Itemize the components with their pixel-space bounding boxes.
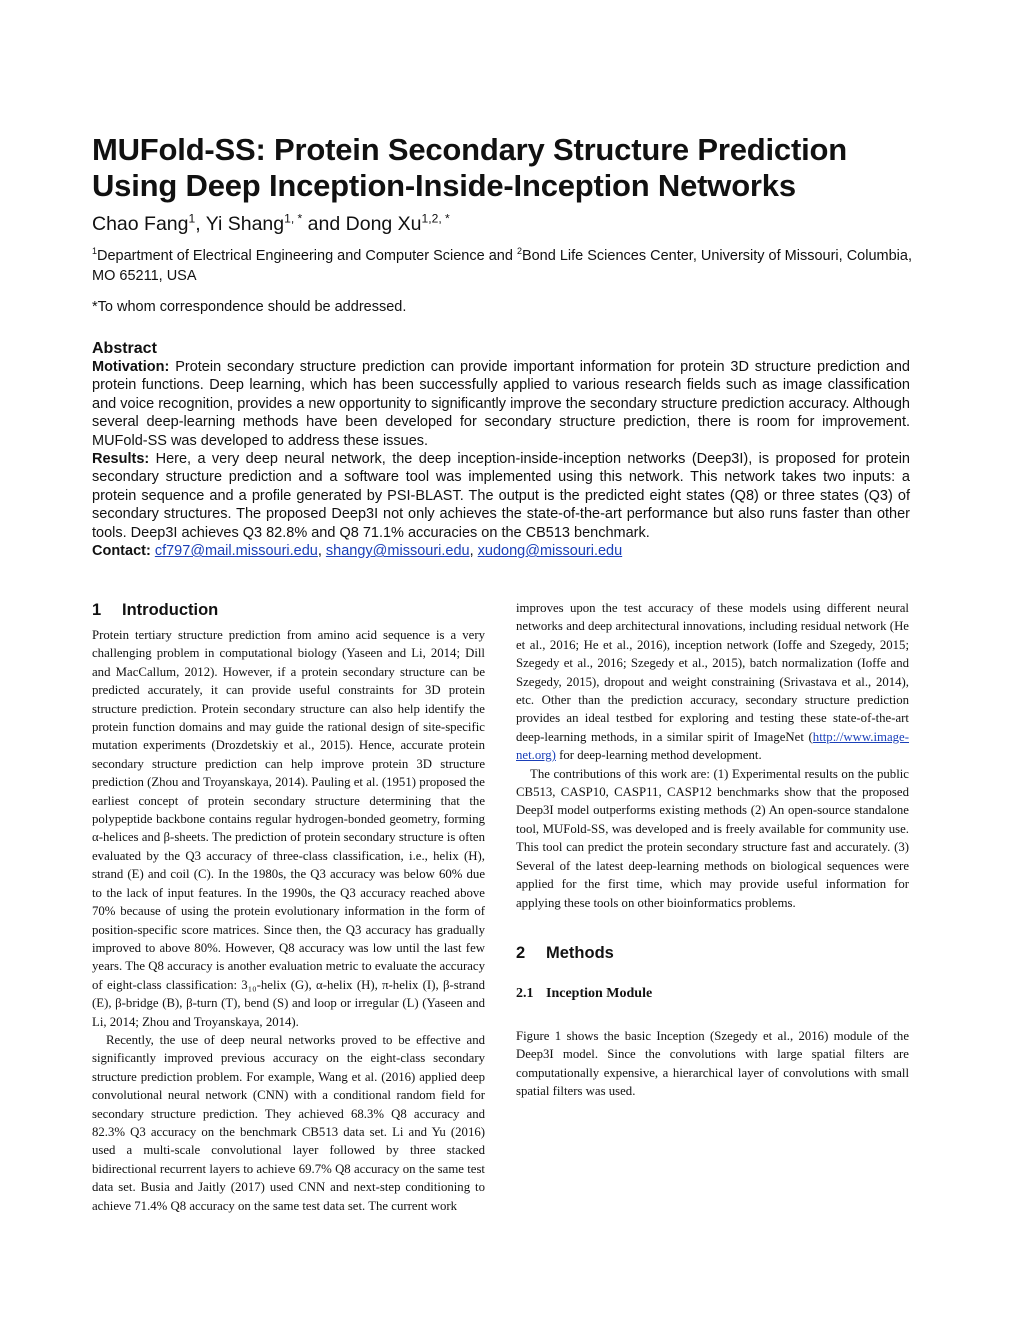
subsection-heading-inception-module (516, 985, 652, 1003)
subsection-title: Inception Module (546, 986, 653, 1001)
intro-paragraph-4: The contributions of this work are: (1) Experimental results on the public CB513, CASP10, CASP11, CASP12 benchmarks show that the proposed Deep3I model outperforms existing methods (2) An open-source standalone tool, MUFold-SS, was developed and is freely available for community use. This tool can predict the protein secondary structure fast and accurately. (3) Several of the latest deep-learning methods on biological sequences were applied for the first time, which may provide useful information for applying these tools on other bioinformatics problems. (516, 766, 909, 910)
author-name: Dong Xu (345, 213, 422, 235)
separator: , (469, 543, 478, 560)
section-heading-introduction (92, 600, 218, 620)
results-text: Here, a very deep neural network, the deep inception-inside-inception networks (Deep3I), is proposed for protein secondary structure prediction and a software tool was implemented using this network. This network takes two inputs: a protein sequence and a profile generated by PSI-BLAST. The output is the predicted eight states (Q8) or three states (Q3) of secondary structures. The proposed Deep3I not only achieves the state-of-the-art performance but also runs faster than other tools. Deep3I achieves Q3 82.8% and Q8 71.1% accuracies on the CB513 benchmark. (92, 451, 911, 541)
author-affiliation-mark: 1, * (284, 211, 303, 226)
email-link-xu[interactable]: xudong@missouri.edu (477, 543, 623, 560)
author-name: Yi Shang (205, 213, 285, 235)
section-title: Methods (546, 944, 614, 962)
motivation-text: Protein secondary structure prediction can provide important information for protein 3D structure prediction and protein functions. Deep learning, which has been successfully applied to various research fields such as image classification and voice recognition, provides a new opportunity to significantly improve the secondary structure prediction accuracy. Although several deep-learning methods have been developed for secondary structure prediction, there is room for improvement. MUFold-SS was developed to address these issues. (92, 359, 910, 449)
author-affiliation-mark: 1 (188, 211, 196, 226)
paper-title: MUFold-SS: Protein Secondary Structure Prediction Using Deep Inception-Inside-Inception Networks (92, 132, 847, 203)
intro-paragraph-3-tail: for deep-learning method development. (555, 748, 762, 763)
abstract-body (92, 358, 910, 560)
imagenet-link[interactable]: http://www.image-net.org) (516, 729, 909, 763)
intro-paragraph-2: Recently, the use of deep neural networks proved to be effective and significantly improved previous accuracy on the eight-class secondary structure prediction problem. For example, Wang et al. (2016) applied deep convolutional neural network (CNN) with a conditional random field for secondary structure prediction. They achieved 68.3% Q8 accuracy and 82.3% Q3 accuracy on the benchmark CB513 data set. Li and Yu (2016) used a multi-scale convolutional layer followed by three stacked bidirectional recurrent layers to achieve 69.7% Q8 accuracy on the same test data set. Busia and Jaitly (2017) used CNN and next-step conditioning to achieve 71.4% Q8 accuracy on the same test data set. The current work (92, 1032, 485, 1213)
intro-paragraph-3-text: improves upon the test accuracy of these models using different neural networks and deep architectural innovations, including residual network (He et al., 2016; He et al., 2016), inception network (Ioffe and Szegedy, 2015; Szegedy et al., 2016; Szegedy et al., 2015), batch normalization (Ioffe and Szegedy, 2015), dropout and weight constraining (Srivastava et al., 2014), etc. Other than the prediction accuracy, secondary structure prediction provides an ideal testbed for exploring and testing these state-of-the-art deep-learning methods, in a similar spirit of ImageNet ( (516, 601, 909, 744)
abstract-contact (92, 542, 910, 560)
author-affiliation-mark: 1,2, * (421, 211, 450, 226)
correspondence-note: *To whom correspondence should be addressed. (92, 299, 407, 315)
results-label: Results: (92, 451, 150, 468)
right-column (516, 599, 909, 912)
intro-paragraph-1: Protein tertiary structure prediction from amino acid sequence is a very challenging problem in computational biology (Yaseen and Li, 2014; Dill and MacCallum, 2012). However, if a protein secondary structure can be predicted accurately, it can provide useful constraints for 3D protein structure prediction. Protein secondary structure can also help identify the protein function domains and may guide the rational design of site-specific mutation experiments (Drozdetskiy et al., 2015). Hence, accurate protein secondary structure prediction can help improve protein 3D structure prediction (Zhou and Troyanskaya, 2014). Pauling et al. (1951) proposed the earliest concept of protein secondary structure determining that the polypeptide backbone contains regular hydrogen-bonded geometry, forming α-helices and β-sheets. The prediction of protein secondary structure is often evaluated by the Q3 accuracy of three-class classification, i.e., helix (H), strand (E) and coil (C). In the 1980s, the Q3 accuracy was below 60% due to the lack of input features. In the 1990s, the Q3 accuracy reached above 70% because of using the protein evolutionary information in the form of position-specific score matrices. Since then, the Q3 accuracy has gradually improved to above 80%. However, Q8 accuracy was low until the last few years. The Q8 accuracy is another evaluation metric to evaluate the accuracy of eight-class classification: 3₁₀-helix (G), α-helix (H), π-helix (I), β-strand (E), β-bridge (B), β-turn (T), bend (S) and loop or irregular (L) (Yaseen and Li, 2014; Zhou and Troyanskaya, 2014). (92, 628, 485, 1029)
author-conjunction: and (307, 213, 341, 235)
affiliation (92, 246, 912, 286)
subsection-number: 2.1 (516, 986, 534, 1001)
abstract-heading: Abstract (92, 340, 157, 357)
author-name: Chao Fang (92, 213, 189, 235)
affiliation-text: Bond Life Sciences Center, University of Missouri, Columbia, MO 65211, USA (92, 248, 912, 284)
affiliation-text: Department of Electrical Engineering and Computer Science and (97, 248, 517, 264)
email-link-shang[interactable]: shangy@missouri.edu (325, 543, 470, 560)
affiliation-mark: 1 (92, 246, 97, 257)
contact-label: Contact: (92, 543, 151, 560)
left-column (92, 626, 485, 1215)
motivation-label: Motivation: (92, 359, 170, 375)
section-title: Introduction (122, 601, 219, 619)
section-number: 1 (92, 601, 102, 619)
intro-paragraph-3 (516, 599, 909, 765)
abstract-results (92, 450, 910, 542)
email-link-fang[interactable]: cf797@mail.missouri.edu (154, 543, 318, 560)
abstract-motivation (92, 358, 910, 450)
separator: , (317, 543, 326, 560)
methods-paragraph-1: Figure 1 shows the basic Inception (Szegedy et al., 2016) module of the Deep3I model. Since the convolutions with large spatial filters are computationally expensive, a hierarchical layer of convolutions with small spatial filters was used. (516, 1029, 909, 1099)
affiliation-mark: 2 (516, 246, 522, 257)
section-heading-methods (516, 943, 614, 963)
author-list: Chao Fang$^1$, Yi Shang$^{1, *}$ and Dong $Xu^{1,2, *}$ (92, 211, 450, 235)
section-number: 2 (516, 944, 526, 962)
